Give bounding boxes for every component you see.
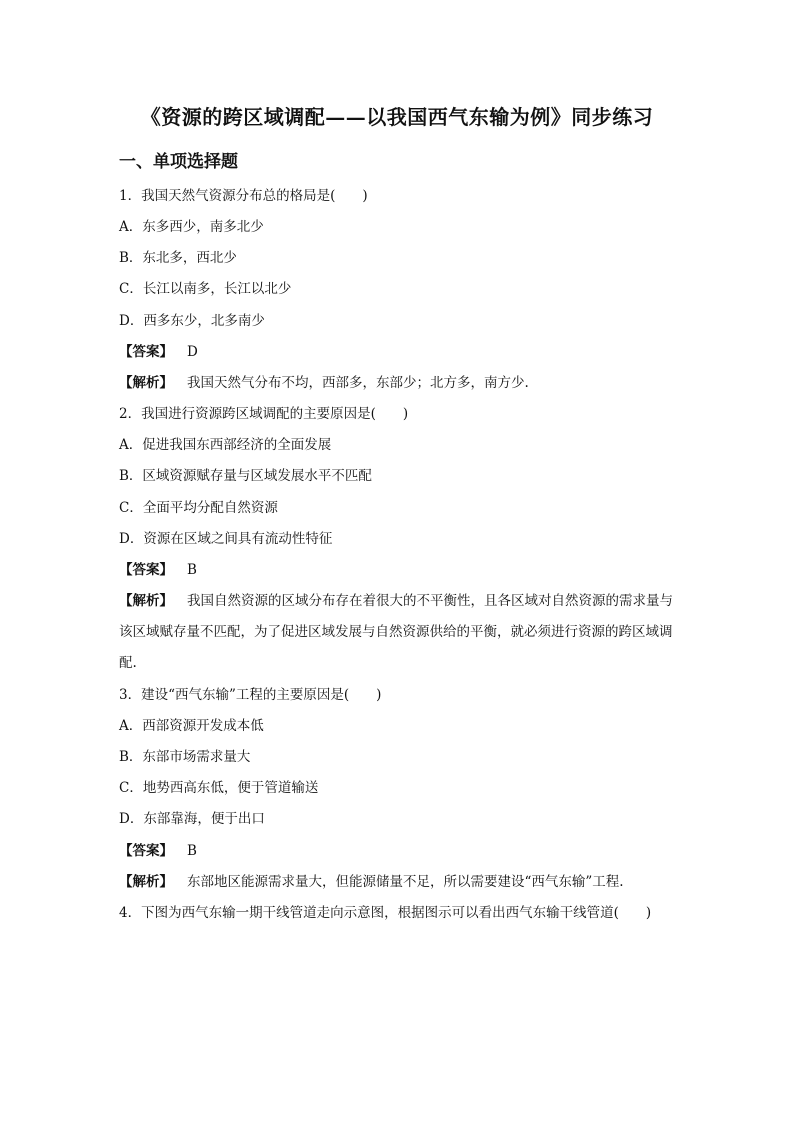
q1-answer-value: D [187,344,198,360]
q2-option-b: B．区域资源赋存量与区域发展水平不匹配 [119,468,372,484]
q2-option-a: A．促进我国东西部经济的全面发展 [119,437,332,453]
q2-analysis-text: 我国自然资源的区域分布存在着很大的不平衡性，且各区域对自然资源的需求量与该区域赋存量不匹配，为了促进区域发展与自然资源供给的平衡，就必须进行资源的跨区域调配. [119,593,673,671]
q3-answer-value: B [187,843,197,859]
answer-tag: 【答案】 [119,843,173,859]
q3-answer [119,841,197,861]
q2-answer-value: B [187,562,197,578]
question-3-stem: 3．建设“西气东输”工程的主要原因是( ) [119,687,382,703]
q2-answer [119,560,197,580]
question-1-stem: 1．我国天然气资源分布总的格局是( ) [119,188,368,204]
q1-analysis [119,373,529,393]
q3-option-d: D．东部靠海，便于出口 [119,811,265,827]
q3-analysis-text: 东部地区能源需求量大，但能源储量不足，所以需要建设“西气东输”工程. [187,874,624,890]
question-2-stem: 2．我国进行资源跨区域调配的主要原因是( ) [119,406,409,422]
question-4-stem: 4．下图为西气东输一期干线管道走向示意图，根据图示可以看出西气东输干线管道( ) [119,905,652,921]
q3-option-c: C．地势西高东低，便于管道输送 [119,780,319,796]
section-heading: 一、单项选择题 [119,152,238,172]
analysis-tag: 【解析】 [119,874,173,890]
q3-option-a: A．西部资源开发成本低 [119,718,264,734]
q1-option-a: A．东多西少，南多北少 [119,219,264,235]
analysis-tag: 【解析】 [119,593,173,609]
q2-option-d: D．资源在区域之间具有流动性特征 [119,531,333,547]
q1-option-b: B．东北多，西北少 [119,250,237,266]
page-title: 《资源的跨区域调配——以我国西气东输为例》同步练习 [140,105,654,129]
q1-option-d: D．西多东少，北多南少 [119,313,265,329]
q3-option-b: B．东部市场需求量大 [119,749,251,765]
q3-analysis [119,872,624,892]
q1-answer [119,342,198,362]
q1-option-c: C．长江以南多，长江以北少 [119,281,292,297]
q1-analysis-text: 我国天然气分布不均，西部多，东部少；北方多，南方少. [187,375,529,391]
q2-analysis [119,586,679,679]
q2-option-c: C．全面平均分配自然资源 [119,500,278,516]
answer-tag: 【答案】 [119,344,173,360]
analysis-tag: 【解析】 [119,375,173,391]
answer-tag: 【答案】 [119,562,173,578]
